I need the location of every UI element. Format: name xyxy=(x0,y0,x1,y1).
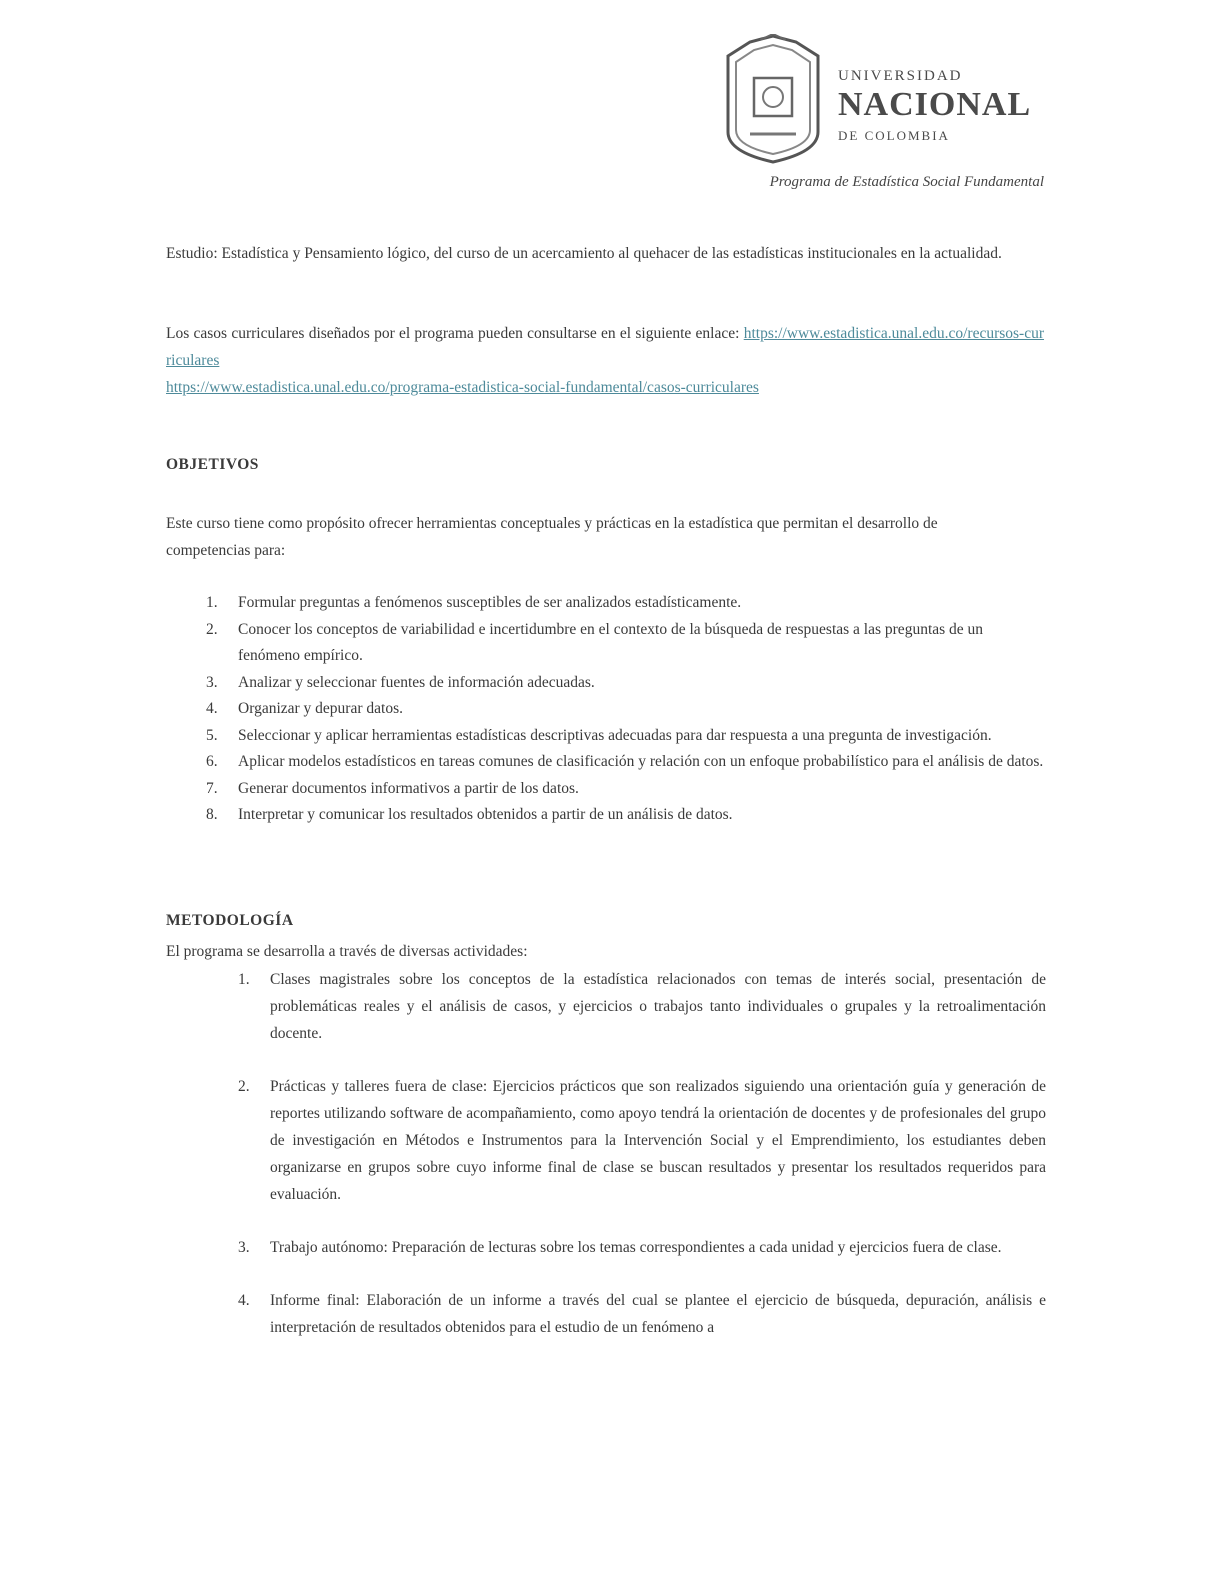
list-item-number: 8. xyxy=(206,806,218,823)
cases-link-2[interactable]: https://www.estadistica.unal.edu.co/programa-estadistica-social-fundamental/casos-curriculares xyxy=(166,379,759,396)
list-item-number: 4. xyxy=(238,1292,250,1309)
list-item-text: Prácticas y talleres fuera de clase: Ejercicios prácticos que son realizados siguiendo una orientación guía y generación de reportes utilizando software de acompañamiento, como apoyo tendrá la orientación de docentes y de profesionales del grupo de investigación en Métodos e Instrumentos para la Intervención Social y el Emprendimiento, los estudiantes deben organizarse en grupos sobre cuyo informe final de clase se buscan resultados y presentar los resultados requeridos para evaluación. xyxy=(270,1078,1046,1203)
list-item-text: Interpretar y comunicar los resultados obtenidos a partir de un análisis de datos. xyxy=(238,806,733,823)
list-item xyxy=(238,1073,1046,1208)
list-item-number: 3. xyxy=(238,1239,250,1256)
list-item-number: 3. xyxy=(206,673,218,691)
list-item-text: Organizar y depurar datos. xyxy=(238,700,403,717)
methodology-list xyxy=(238,966,1046,1367)
list-item-text: Aplicar modelos estadísticos en tareas comunes de clasificación y relación con un enfoque probabilístico para el análisis de datos. xyxy=(238,753,1044,770)
list-item-text: Formular preguntas a fenómenos susceptibles de ser analizados estadísticamente. xyxy=(238,594,742,611)
list-item xyxy=(206,723,1046,750)
list-item xyxy=(206,696,1046,723)
list-item-number: 6. xyxy=(206,753,218,770)
logo-text-bottom: DE COLOMBIA xyxy=(838,128,950,143)
list-item-text: Informe final: Elaboración de un informe a través del cual se plantee el ejercicio de búsqueda, depuración, análisis e interpretación de resultados obtenidos para el estudio de un fenómeno a xyxy=(270,1292,1046,1336)
list-item xyxy=(206,670,1046,697)
list-item-text: Conocer los conceptos de variabilidad e incertidumbre en el contexto de la búsqueda de respuestas a las preguntas de un fenómeno empírico. xyxy=(238,620,984,664)
logo-text-top: UNIVERSIDAD xyxy=(838,68,963,84)
program-name: Programa de Estadística Social Fundamental xyxy=(769,174,1044,190)
objectives-heading: OBJETIVOS xyxy=(166,456,259,473)
list-item-number: 2. xyxy=(206,620,218,638)
list-item-number: 5. xyxy=(206,726,218,744)
cases-text: Los casos curriculares diseñados por el programa pueden consultarse en el siguiente enlace: xyxy=(166,325,740,342)
methodology-heading: METODOLOGÍA xyxy=(166,912,294,929)
list-item-number: 2. xyxy=(238,1078,250,1095)
list-item-number: 1. xyxy=(238,971,250,988)
list-item xyxy=(206,749,1046,776)
list-item xyxy=(238,1234,1046,1261)
list-item xyxy=(238,1287,1046,1341)
university-seal-icon xyxy=(720,34,826,164)
list-item-text: Seleccionar y aplicar herramientas estadísticas descriptivas adecuadas para dar respuesta a una pregunta de investigación. xyxy=(238,726,992,744)
list-item xyxy=(206,590,1046,617)
list-item-text: Analizar y seleccionar fuentes de información adecuadas. xyxy=(238,673,595,691)
cases-paragraph xyxy=(166,320,1044,401)
list-item-text: Generar documentos informativos a partir de los datos. xyxy=(238,779,579,797)
list-item-number: 4. xyxy=(206,700,218,717)
list-item xyxy=(206,776,1046,803)
list-item xyxy=(206,617,1046,670)
list-item-text: Trabajo autónomo: Preparación de lecturas sobre los temas correspondientes a cada unidad y ejercicios fuera de clase. xyxy=(270,1239,1002,1256)
logo-text-main: NACIONAL xyxy=(838,86,1032,123)
objectives-intro: Este curso tiene como propósito ofrecer herramientas conceptuales y prácticas en la estadística que permitan el desarrollo de competencias para: xyxy=(166,515,938,559)
list-item-number: 7. xyxy=(206,779,218,797)
methodology-intro: El programa se desarrolla a través de diversas actividades: xyxy=(166,943,528,960)
list-item xyxy=(206,802,1046,829)
cases-link-1[interactable]: https://www.estadistica.unal.edu.co/recursos-curriculares xyxy=(166,325,1045,369)
list-item-number: 1. xyxy=(206,594,218,611)
list-item xyxy=(238,966,1046,1047)
objectives-list xyxy=(206,590,1046,829)
list-item-text: Clases magistrales sobre los conceptos de la estadística relacionados con temas de interés social, presentación de problemáticas reales y el análisis de casos, y ejercicios o trabajos tanto individuales o grupales y la retroalimentación docente. xyxy=(270,971,1046,1042)
intro-paragraph: Estudio: Estadística y Pensamiento lógico, del curso de un acercamiento al quehacer de las estadísticas institucionales en la actualidad. xyxy=(166,245,1002,262)
